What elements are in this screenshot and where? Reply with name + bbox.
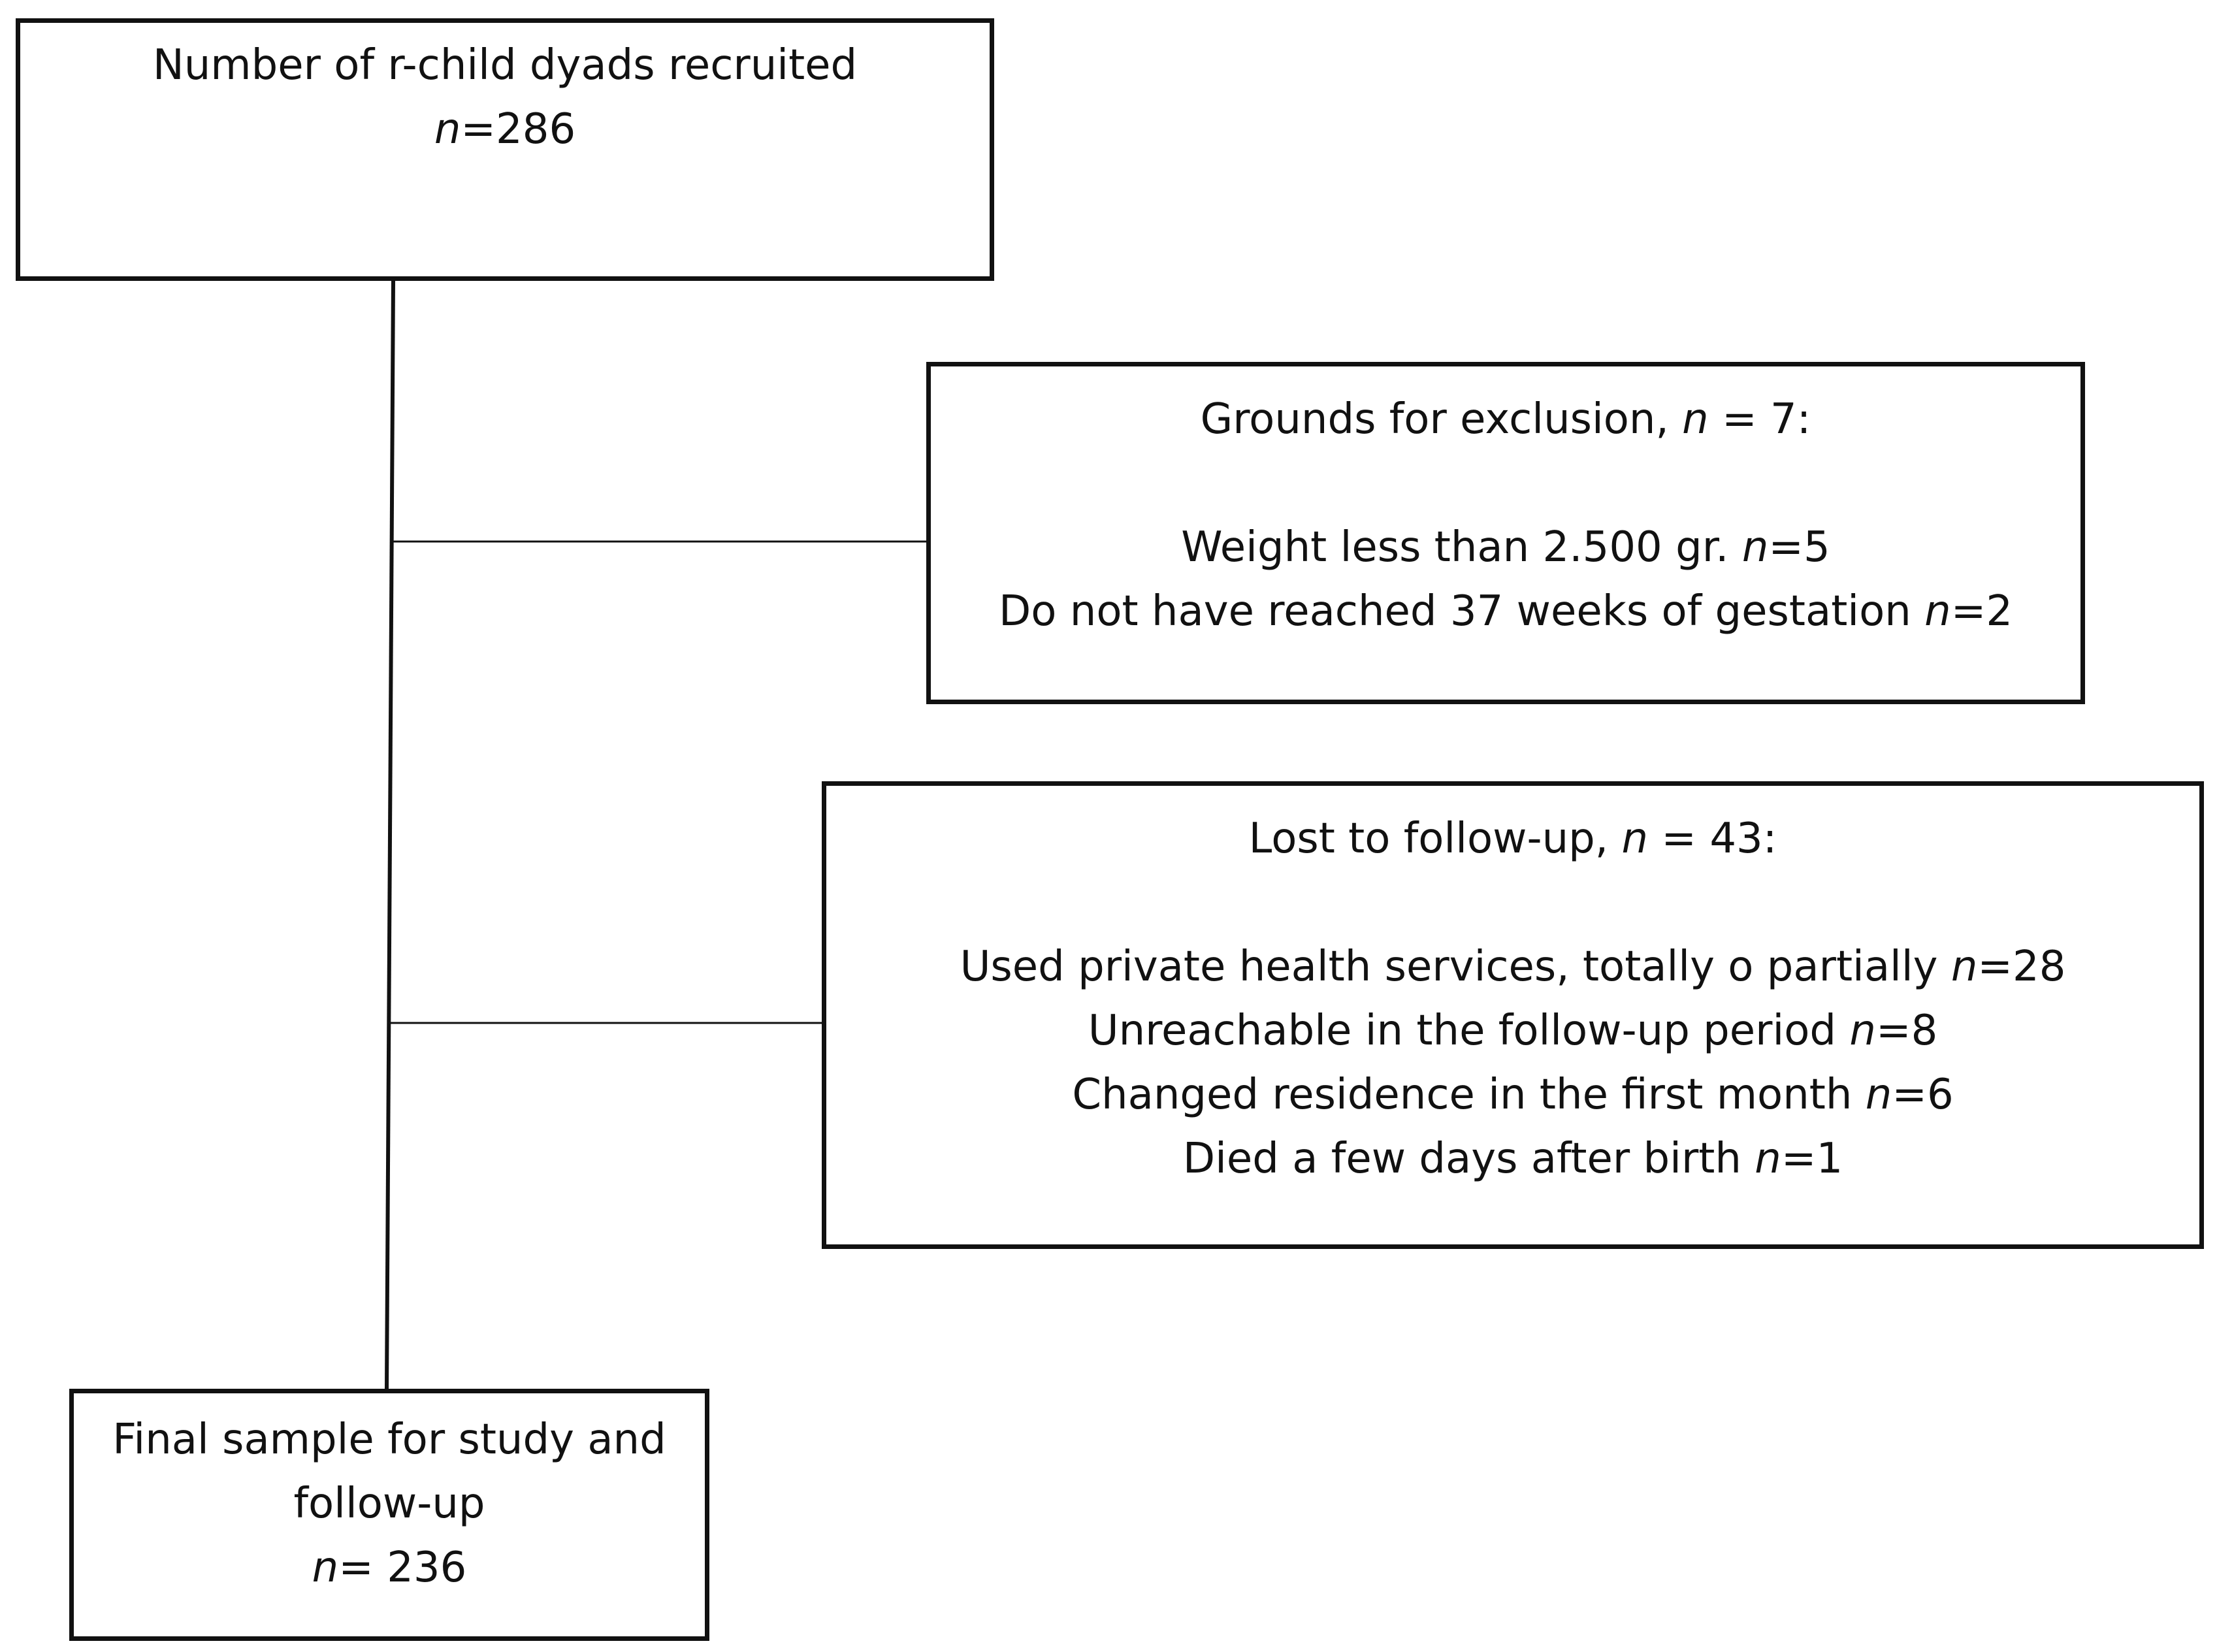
- recruited-title: Number of r-child dyads recruited: [152, 41, 858, 89]
- lost-reason-text: Changed residence in the first month: [1072, 1071, 1866, 1119]
- lost-reason-n-label: n: [1865, 1071, 1892, 1119]
- lost-title: [826, 807, 2199, 871]
- final-sample-node: [69, 1389, 709, 1641]
- exclusion-reason-text: Weight less than 2.500 gr.: [1181, 523, 1742, 572]
- final-n-value: = 236: [338, 1544, 467, 1592]
- lost-reason-n-value: =28: [1977, 943, 2066, 991]
- exclusion-reason-n-value: =2: [1950, 587, 2013, 636]
- exclusion-reason-n-label: n: [1924, 587, 1951, 636]
- lost-reason: [826, 1063, 2199, 1127]
- lost-reason: [826, 999, 2199, 1063]
- lost-reason-text: Used private health services, totally o partially: [960, 943, 1951, 991]
- exclusion-n-value: = 7:: [1708, 395, 1811, 444]
- recruited-node: [16, 18, 994, 281]
- exclusion-spacer: [931, 451, 2080, 515]
- lost-reason-n-value: =6: [1892, 1071, 1954, 1119]
- final-n-label: n: [312, 1544, 339, 1592]
- lost-spacer: [826, 871, 2199, 935]
- exclusion-n-label: n: [1682, 395, 1709, 444]
- final-count: [74, 1536, 705, 1600]
- lost-n-label: n: [1621, 815, 1649, 863]
- exclusion-node: [926, 362, 2085, 704]
- lost-reason-text: Unreachable in the follow-up period: [1088, 1007, 1850, 1055]
- exclusion-reason: [931, 515, 2080, 579]
- exclusion-title: [931, 387, 2080, 451]
- lost-reason-text: Died a few days after birth: [1182, 1135, 1755, 1183]
- final-title-line2: follow-up: [293, 1480, 485, 1528]
- exclusion-reason: [931, 579, 2080, 643]
- main-vertical-connector: [387, 281, 393, 1389]
- exclusion-title-text: Grounds for exclusion,: [1200, 395, 1683, 444]
- lost-reason-n-value: =1: [1781, 1135, 1843, 1183]
- recruited-n-value: =286: [461, 105, 576, 154]
- recruited-count: [20, 97, 990, 161]
- recruited-n-label: n: [434, 105, 461, 154]
- exclusion-reason-n-value: =5: [1768, 523, 1830, 572]
- exclusion-reason-text: Do not have reached 37 weeks of gestation: [998, 587, 1925, 636]
- lost-reason-n-label: n: [1755, 1135, 1781, 1183]
- lost-n-value: = 43:: [1648, 815, 1777, 863]
- lost-to-follow-up-node: [822, 781, 2204, 1249]
- exclusion-reason-n-label: n: [1741, 523, 1769, 572]
- lost-reason-n-label: n: [1950, 943, 1978, 991]
- lost-reason: [826, 1127, 2199, 1191]
- lost-title-text: Lost to follow-up,: [1248, 815, 1622, 863]
- lost-reason-n-value: =8: [1875, 1007, 1938, 1055]
- final-title-line1: Final sample for study and: [112, 1416, 666, 1464]
- lost-reason-n-label: n: [1849, 1007, 1876, 1055]
- lost-reason: [826, 935, 2199, 999]
